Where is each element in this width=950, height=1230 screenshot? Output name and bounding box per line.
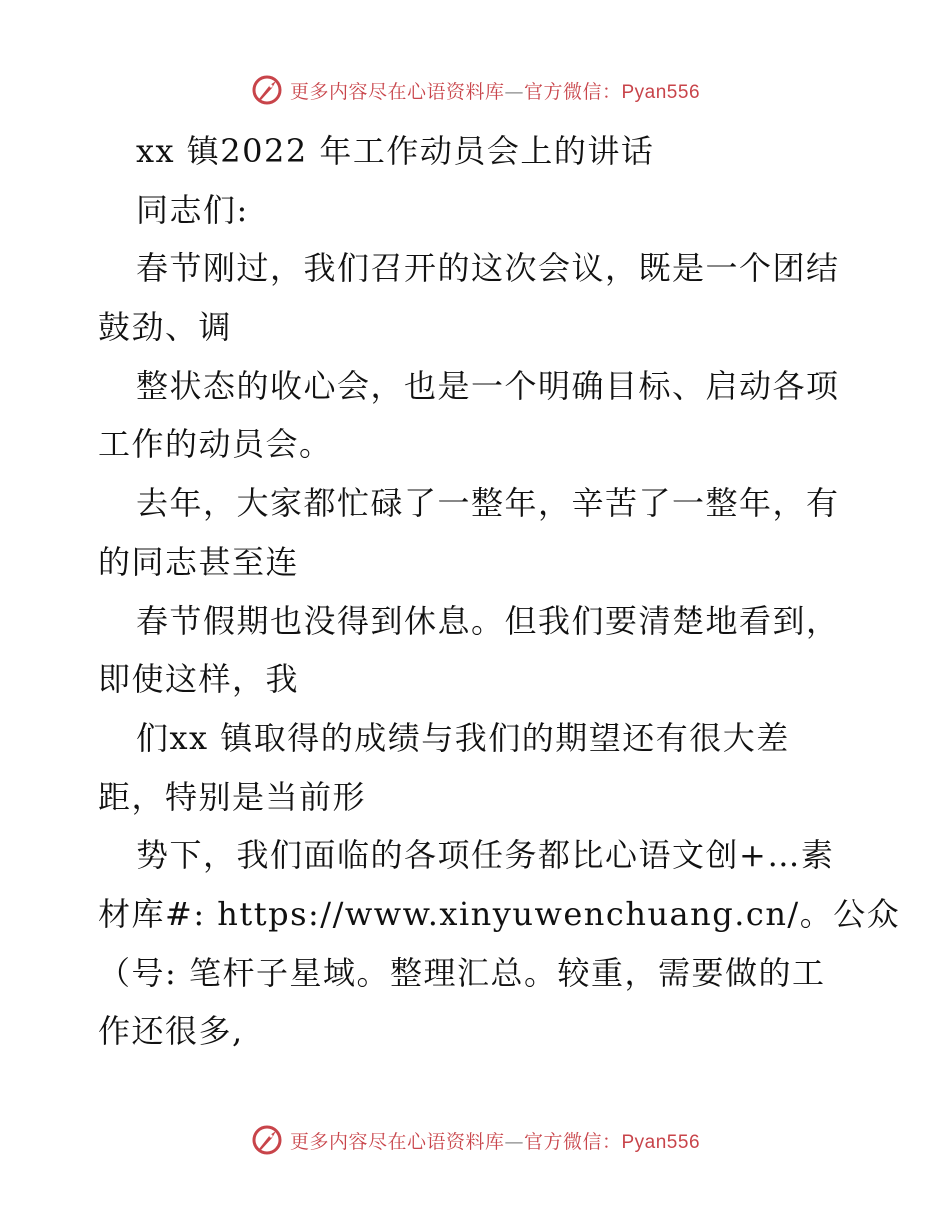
doc-line: 工作的动员会。 xyxy=(98,425,333,464)
watermark-text xyxy=(290,77,700,104)
doc-line: 的同志甚至连 xyxy=(98,542,300,581)
doc-line: 去年，大家都忙碌了一整年，辛苦了一整年，有 xyxy=(136,484,840,523)
doc-line: 势下，我们面临的各项任务都比心语文创+…素 xyxy=(136,836,835,875)
doc-line: 春节假期也没得到休息。但我们要清楚地看到， xyxy=(136,601,840,640)
watermark-content xyxy=(250,73,700,107)
pen-nib-logo-icon xyxy=(250,73,284,107)
doc-line: 同志们: xyxy=(136,190,249,229)
doc-line: 鼓劲、调 xyxy=(98,308,233,347)
header-watermark xyxy=(0,70,950,110)
watermark-dash: — xyxy=(504,1130,524,1153)
doc-line: 材库#: https://www.xinyuwenchuang.cn/。公众 xyxy=(98,894,901,933)
document-body xyxy=(98,122,901,1061)
doc-line: 作还很多, xyxy=(98,1012,244,1051)
watermark-wechat-label: 官方微信： xyxy=(523,80,622,103)
doc-line: 即使这样，我 xyxy=(98,660,300,699)
doc-line: 整状态的收心会，也是一个明确目标、启动各项 xyxy=(136,366,840,405)
watermark-content xyxy=(250,1123,700,1157)
doc-line: （号: 笔杆子星域。整理汇总。较重，需要做的工 xyxy=(98,953,826,992)
doc-title xyxy=(98,122,858,181)
watermark-wechat-id: Pyan556 xyxy=(621,1131,701,1153)
watermark-wechat-label: 官方微信： xyxy=(523,1130,622,1153)
doc-title-text: xx 镇2022 年工作动员会上的讲话 xyxy=(136,132,655,170)
doc-line: 距，特别是当前形 xyxy=(98,777,367,816)
footer-watermark xyxy=(0,1120,950,1160)
watermark-wechat-id: Pyan556 xyxy=(621,81,701,103)
doc-line: 春节刚过，我们召开的这次会议，既是一个团结 xyxy=(136,249,840,288)
watermark-dash: — xyxy=(504,80,524,103)
doc-line: 们xx 镇取得的成绩与我们的期望还有很大差 xyxy=(136,718,790,757)
watermark-text xyxy=(290,1127,700,1154)
watermark-site: 更多内容尽在心语资料库 xyxy=(289,80,505,103)
pen-nib-logo-icon xyxy=(250,1123,284,1157)
watermark-site: 更多内容尽在心语资料库 xyxy=(289,1130,505,1153)
